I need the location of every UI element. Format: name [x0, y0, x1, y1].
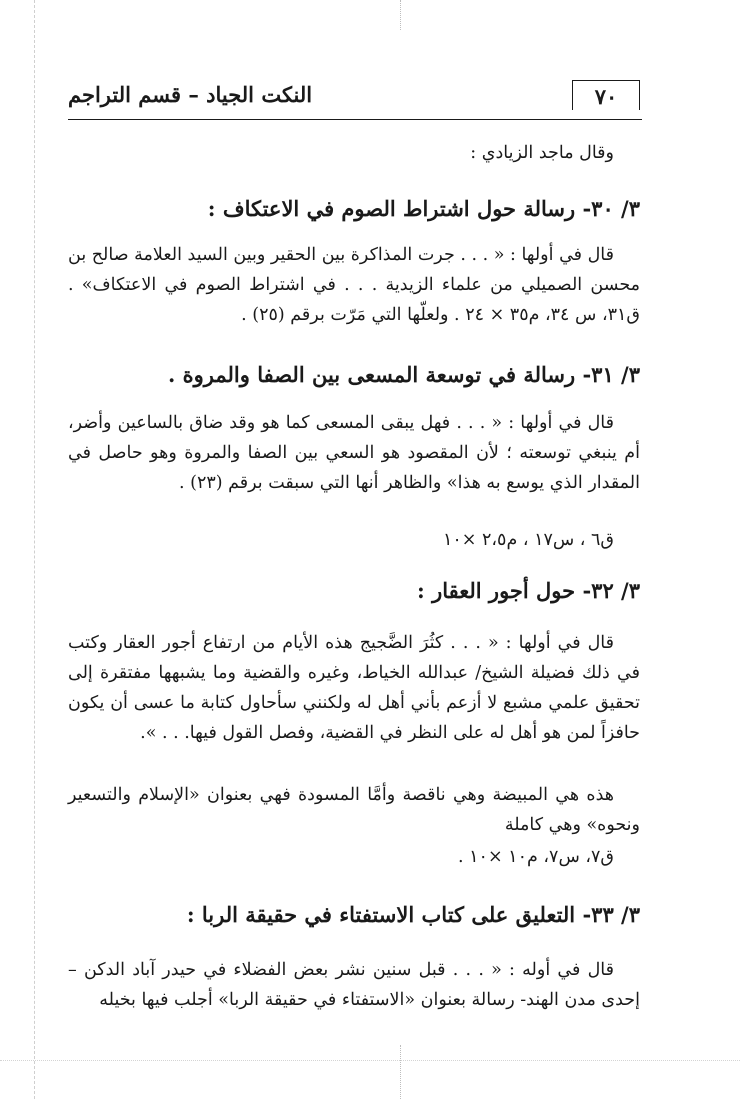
section-body-33 [68, 955, 640, 1015]
section-body-31 [68, 408, 640, 498]
scan-guide-line [400, 1045, 401, 1099]
meta-line: ق٧، س٧، م١٠ ×١٠ . [457, 847, 614, 867]
page-number: ٧٠ [572, 80, 640, 110]
section-heading-30: ٣/ ٣٠- رسالة حول اشتراط الصوم في الاعتكاف : [207, 196, 640, 221]
paragraph: قال في أولها : « . . . فهل يبقى المسعى كما هو وقد ضاق بالساعين وأضر، أم ينبغي توسعته ؛ لأن المقصود هو السعي بين الصفا والمروة وهو حاصل في المقدار الذي يوسع به هذا» والظاهر أنها التي سبقت برقم (٢٣) . [68, 413, 640, 493]
section-heading-31: ٣/ ٣١- رسالة في توسعة المسعى بين الصفا والمروة . [168, 362, 640, 387]
section-body-32 [68, 628, 640, 748]
page-header [68, 80, 640, 118]
section-body-30 [68, 240, 640, 330]
scan-guide-line [400, 0, 401, 30]
intro-line: وقال ماجد الزيادي : [470, 143, 614, 163]
paragraph: قال في أولها : « . . . كثُرَ الضَّجيج هذه الأيام من ارتفاع أجور العقار وكتب في ذلك فضيلة الشيخ/ عبدالله الخياط، وغيره والقضية وما يشبهها مفتقرة إلى تحقيق علمي مشبع لا أزعم بأني أهل له ولكنني سأحاول كتابة ما عسى أن يكون حافزاً لمن هو أهل له على النظر في القضية، وفصل القول فيها. . . ». [68, 633, 640, 743]
paragraph: هذه هي المبيضة وهي ناقصة وأمَّا المسودة فهي بعنوان «الإسلام والتسعير ونحوه» وهي كاملة [68, 785, 640, 835]
running-title: النكت الجياد – قسم التراجم [68, 82, 313, 107]
paragraph: قال في أوله : « . . . قبل سنين نشر بعض الفضلاء في حيدر آباد الدكن – إحدى مدن الهند- رسالة بعنوان «الاستفتاء في حقيقة الربا» أجلب فيها بخيله [68, 960, 640, 1010]
section-heading-33: ٣/ ٣٣- التعليق على كتاب الاستفتاء في حقيقة الربا : [186, 902, 640, 927]
paragraph: قال في أولها : « . . . جرت المذاكرة بين الحقير وبين السيد العلامة صالح بن محسن الصميلي من علماء الزيدية . . . في اشتراط الصوم في الاعتكاف» . ق٣١، س ٣٤، م٣٥ × ٢٤ . ولعلّها التي مَرّت برقم (٢٥) . [68, 245, 640, 325]
section-body-32-note [68, 780, 640, 840]
scan-guide-line [34, 0, 35, 1099]
section-heading-32: ٣/ ٣٢- حول أجور العقار : [417, 578, 640, 603]
header-rule [68, 119, 642, 120]
meta-line: ق٦ ، س١٧ ، م٢،٥ ×١٠ [442, 530, 614, 550]
scan-guide-line [0, 1060, 740, 1061]
